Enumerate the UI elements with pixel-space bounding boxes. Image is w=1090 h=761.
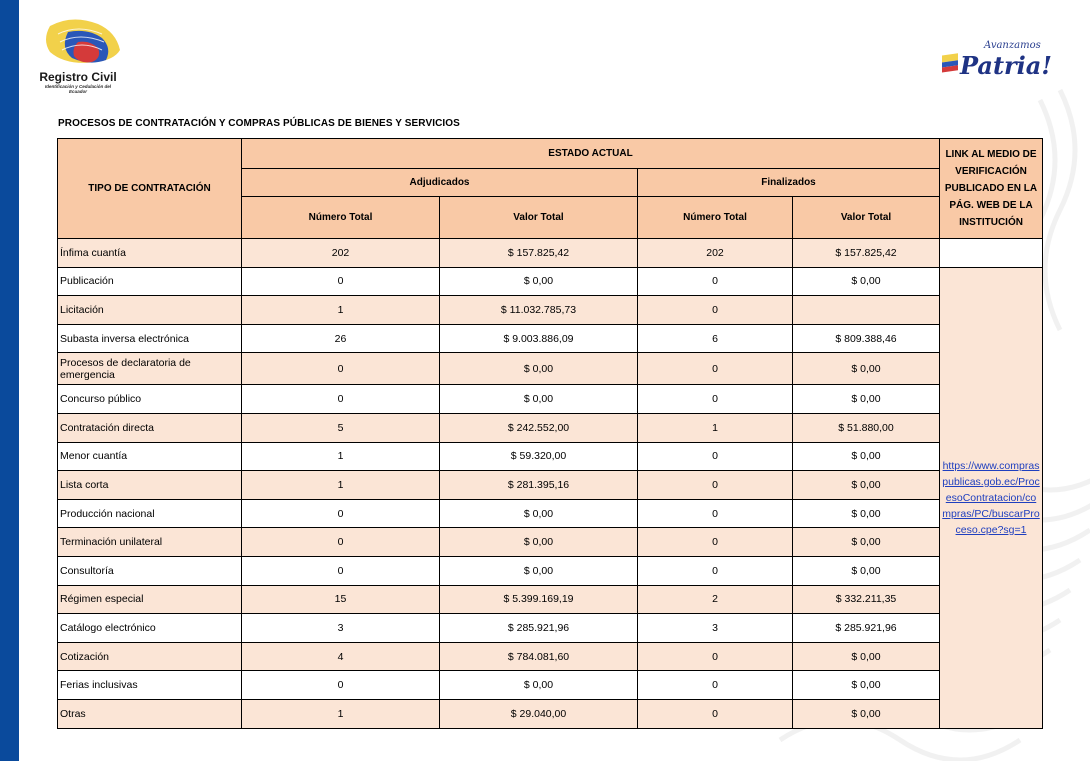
table-row — [58, 353, 1043, 385]
table-row — [58, 699, 1043, 728]
cell-link-empty — [940, 239, 1043, 268]
table-row — [58, 385, 1043, 414]
cell-adj-val: $ 285.921,96 — [440, 614, 638, 643]
cell-fin-val: $ 0,00 — [793, 267, 940, 296]
cell-adj-num: 26 — [242, 324, 440, 353]
cell-fin-val — [793, 296, 940, 325]
cell-tipo: Catálogo electrónico — [58, 614, 242, 643]
cell-adj-num: 0 — [242, 528, 440, 557]
cell-tipo: Terminación unilateral — [58, 528, 242, 557]
cell-adj-num: 4 — [242, 642, 440, 671]
cell-adj-val: $ 5.399.169,19 — [440, 585, 638, 614]
cell-fin-val: $ 0,00 — [793, 471, 940, 500]
cell-fin-val: $ 0,00 — [793, 556, 940, 585]
cell-fin-num: 0 — [638, 471, 793, 500]
cell-fin-val: $ 285.921,96 — [793, 614, 940, 643]
header-adj-numero-total: Número Total — [242, 197, 440, 239]
cell-adj-num: 15 — [242, 585, 440, 614]
cell-fin-num: 2 — [638, 585, 793, 614]
header-estado-actual: ESTADO ACTUAL — [242, 139, 940, 169]
table-row — [58, 442, 1043, 471]
cell-adj-val: $ 29.040,00 — [440, 699, 638, 728]
cell-adj-val: $ 0,00 — [440, 671, 638, 700]
cell-fin-val: $ 0,00 — [793, 385, 940, 414]
cell-fin-num: 0 — [638, 499, 793, 528]
cell-fin-num: 0 — [638, 556, 793, 585]
cell-fin-num: 202 — [638, 239, 793, 268]
cell-fin-val: $ 0,00 — [793, 528, 940, 557]
cell-fin-num: 0 — [638, 528, 793, 557]
cell-adj-val: $ 0,00 — [440, 385, 638, 414]
header-tipo: TIPO DE CONTRATACIÓN — [58, 139, 242, 239]
table-row — [58, 499, 1043, 528]
header-finalizados: Finalizados — [638, 169, 940, 197]
cell-adj-val: $ 157.825,42 — [440, 239, 638, 268]
cell-tipo: Ínfima cuantía — [58, 239, 242, 268]
cell-adj-num: 1 — [242, 442, 440, 471]
cell-adj-val: $ 0,00 — [440, 267, 638, 296]
cell-adj-num: 1 — [242, 296, 440, 325]
cell-adj-val: $ 9.003.886,09 — [440, 324, 638, 353]
cell-adj-val: $ 0,00 — [440, 499, 638, 528]
cell-fin-num: 3 — [638, 614, 793, 643]
cell-adj-num: 0 — [242, 267, 440, 296]
cell-tipo: Lista corta — [58, 471, 242, 500]
cell-fin-val: $ 0,00 — [793, 671, 940, 700]
cell-tipo: Otras — [58, 699, 242, 728]
cell-adj-num: 0 — [242, 499, 440, 528]
table-row — [58, 642, 1043, 671]
cell-adj-val: $ 242.552,00 — [440, 413, 638, 442]
cell-link — [940, 267, 1043, 728]
cell-fin-val: $ 332.211,35 — [793, 585, 940, 614]
cell-adj-val: $ 11.032.785,73 — [440, 296, 638, 325]
cell-tipo: Producción nacional — [58, 499, 242, 528]
table-row — [58, 671, 1043, 700]
cell-fin-val: $ 0,00 — [793, 499, 940, 528]
cell-adj-num: 0 — [242, 353, 440, 385]
header-adjudicados: Adjudicados — [242, 169, 638, 197]
cell-fin-val: $ 0,00 — [793, 642, 940, 671]
cell-fin-num: 0 — [638, 353, 793, 385]
cell-adj-num: 1 — [242, 471, 440, 500]
cell-adj-val: $ 0,00 — [440, 556, 638, 585]
table-row — [58, 324, 1043, 353]
cell-fin-num: 0 — [638, 296, 793, 325]
cell-tipo: Consultoría — [58, 556, 242, 585]
table-row — [58, 585, 1043, 614]
cell-tipo: Publicación — [58, 267, 242, 296]
header-fin-numero-total: Número Total — [638, 197, 793, 239]
cell-tipo: Menor cuantía — [58, 442, 242, 471]
cell-fin-num: 0 — [638, 642, 793, 671]
cell-adj-num: 0 — [242, 671, 440, 700]
patria-logo — [938, 34, 1052, 88]
table-row — [58, 614, 1043, 643]
cell-tipo: Procesos de declaratoria de emergencia — [58, 353, 242, 385]
cell-fin-val: $ 0,00 — [793, 353, 940, 385]
cell-fin-val: $ 51.880,00 — [793, 413, 940, 442]
cell-fin-num: 6 — [638, 324, 793, 353]
verification-link[interactable]: https://www.compraspublicas.gob.ec/ProcesoContratacion/compras/PC/buscarProceso.cpe?sg=1 — [942, 459, 1040, 536]
registro-civil-logo-name: Registro Civil — [39, 70, 117, 84]
cell-fin-num: 0 — [638, 267, 793, 296]
cell-adj-num: 0 — [242, 556, 440, 585]
header-fin-valor-total: Valor Total — [793, 197, 940, 239]
cell-adj-val: $ 281.395,16 — [440, 471, 638, 500]
cell-tipo: Subasta inversa electrónica — [58, 324, 242, 353]
table-row — [58, 267, 1043, 296]
cell-fin-val: $ 157.825,42 — [793, 239, 940, 268]
cell-fin-num: 0 — [638, 385, 793, 414]
cell-tipo: Concurso público — [58, 385, 242, 414]
cell-adj-val: $ 0,00 — [440, 528, 638, 557]
cell-tipo: Contratación directa — [58, 413, 242, 442]
patria-logo-name: Patria! — [960, 51, 1052, 80]
cell-adj-num: 3 — [242, 614, 440, 643]
contracting-table — [57, 138, 1043, 729]
cell-adj-num: 5 — [242, 413, 440, 442]
patria-logo-script: Avanzamos — [984, 40, 1041, 51]
header-link: LINK AL MEDIO DE VERIFICACIÓN PUBLICADO EN LA PÁG. WEB DE LA INSTITUCIÓN — [940, 139, 1043, 239]
cell-fin-val: $ 809.388,46 — [793, 324, 940, 353]
page-title: PROCESOS DE CONTRATACIÓN Y COMPRAS PÚBLICAS DE BIENES Y SERVICIOS — [58, 118, 460, 129]
header-adj-valor-total: Valor Total — [440, 197, 638, 239]
cell-tipo: Régimen especial — [58, 585, 242, 614]
cell-adj-val: $ 0,00 — [440, 353, 638, 385]
cell-adj-num: 1 — [242, 699, 440, 728]
cell-tipo: Cotización — [58, 642, 242, 671]
cell-fin-num: 0 — [638, 442, 793, 471]
cell-fin-num: 1 — [638, 413, 793, 442]
left-accent-bar — [0, 0, 19, 761]
cell-adj-num: 0 — [242, 385, 440, 414]
cell-adj-val: $ 784.081,60 — [440, 642, 638, 671]
cell-fin-num: 0 — [638, 671, 793, 700]
cell-adj-val: $ 59.320,00 — [440, 442, 638, 471]
registro-civil-logo-subtitle: Identificación y Cedulación del Ecuador — [44, 84, 111, 94]
cell-tipo: Ferias inclusivas — [58, 671, 242, 700]
cell-tipo: Licitación — [58, 296, 242, 325]
cell-fin-num: 0 — [638, 699, 793, 728]
table-row — [58, 528, 1043, 557]
cell-adj-num: 202 — [242, 239, 440, 268]
table-row — [58, 413, 1043, 442]
cell-fin-val: $ 0,00 — [793, 442, 940, 471]
table-row — [58, 239, 1043, 268]
cell-fin-val: $ 0,00 — [793, 699, 940, 728]
table-row — [58, 471, 1043, 500]
table-row — [58, 296, 1043, 325]
table-row — [58, 556, 1043, 585]
